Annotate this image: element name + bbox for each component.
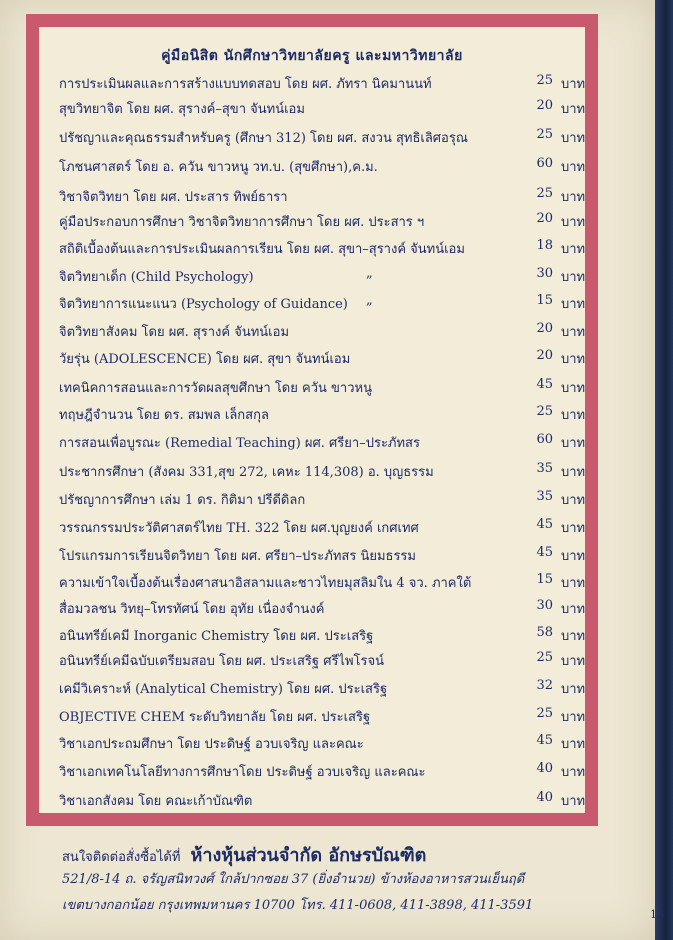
address-line-2: เขตบางกอกน้อย กรุงเทพมหานคร 10700 โทร. 411-0608, 411-3898, 411-3591 — [62, 898, 534, 913]
book-title: วิชาเอกประถมศึกษา โดย ประดิษฐ์ อวบเจริญ และคณะ — [59, 737, 364, 752]
price-unit: บาท — [561, 737, 586, 752]
book-price: 25 — [536, 706, 553, 721]
price-unit: บาท — [561, 576, 586, 591]
book-title: วิชาจิตวิทยา โดย ผศ. ประสาร ทิพย์ธารา — [59, 190, 288, 205]
price-unit: บาท — [561, 436, 586, 451]
page-number: 13 — [650, 908, 664, 921]
book-price: 32 — [536, 678, 553, 693]
price-unit: บาท — [561, 242, 586, 257]
book-list-item — [59, 678, 597, 698]
book-price: 25 — [536, 73, 553, 88]
book-title: วิชาเอกเทคโนโลยีทางการศึกษาโดย ประดิษฐ์ อวบเจริญ และคณะ — [59, 765, 426, 780]
book-title: ปรัชญาการศึกษา เล่ม 1 ดร. กิติมา ปรีดีดิลก — [59, 493, 306, 508]
book-price: 60 — [536, 432, 553, 447]
book-list-item — [59, 598, 597, 618]
book-title: สถิติเบื้องต้นและการประเมินผลการเรียน โดย ผศ. สุขา–สุรางค์ จันทน์เอม — [59, 242, 465, 257]
book-title: เทคนิคการสอนและการวัดผลสุขศึกษา โดย ควัน ขาวหนู — [59, 381, 372, 396]
book-price: 18 — [536, 238, 553, 253]
price-unit: บาท — [561, 602, 586, 617]
book-price: 15 — [536, 572, 553, 587]
book-list-item — [59, 489, 597, 509]
list-header: คู่มือนิสิต นักศึกษาวิทยาลัยครู และมหาวิทยาลัย — [161, 48, 463, 64]
price-unit: บาท — [561, 325, 586, 340]
price-unit: บาท — [561, 102, 586, 117]
book-list-item — [59, 293, 597, 313]
book-list-item — [59, 650, 597, 670]
book-list-item — [59, 377, 597, 397]
book-title: วัยรุ่น (ADOLESCENCE) โดย ผศ. สุขา จันทน์เอม — [59, 352, 351, 367]
book-price: 25 — [536, 186, 553, 201]
book-price: 45 — [536, 545, 553, 560]
book-list-item — [59, 348, 597, 368]
address-line-1: 521/8-14 ถ. จรัญสนิทวงศ์ ใกล้ปากซอย 37 (ยิ่งอำนวย) ข้างห้องอาหารสวนเย็นฤดี — [62, 872, 525, 887]
book-title: การประเมินผลและการสร้างแบบทดสอบ โดย ผศ. ภัทรา นิคมานนท์ — [59, 77, 432, 92]
ditto-mark: „ — [366, 266, 373, 281]
price-unit: บาท — [561, 765, 586, 780]
book-price: 35 — [536, 461, 553, 476]
book-title: สุขวิทยาจิต โดย ผศ. สุรางค์–สุขา จันทน์เอม — [59, 102, 305, 117]
price-unit: บาท — [561, 654, 586, 669]
book-title: OBJECTIVE CHEM ระดับวิทยาลัย โดย ผศ. ประเสริฐ — [59, 710, 371, 725]
company-name: ห้างหุ้นส่วนจำกัด อักษรบัณฑิต — [190, 845, 427, 866]
book-title: สื่อมวลชน วิทยุ–โทรทัศน์ โดย อุทัย เนื่องจำนงค์ — [59, 602, 325, 617]
price-unit: บาท — [561, 549, 586, 564]
price-unit: บาท — [561, 270, 586, 285]
book-list-item — [59, 517, 597, 537]
book-list-item — [59, 211, 597, 231]
book-list-item — [59, 127, 597, 147]
book-list-item — [59, 238, 597, 258]
book-title: วิชาเอกสังคม โดย คณะเก้าบัณฑิต — [59, 794, 253, 809]
price-unit: บาท — [561, 381, 586, 396]
book-title: การสอนเพื่อบูรณะ (Remedial Teaching) ผศ. ศรียา–ประภัทสร — [59, 436, 420, 451]
price-unit: บาท — [561, 215, 586, 230]
book-price: 40 — [536, 761, 553, 776]
book-title: คู่มือประกอบการศึกษา วิชาจิตวิทยาการศึกษา โดย ผศ. ประสาร ฯ — [59, 215, 425, 230]
book-price: 35 — [536, 489, 553, 504]
book-price: 40 — [536, 790, 553, 805]
book-list-item — [59, 461, 597, 481]
book-price: 45 — [536, 733, 553, 748]
book-price: 25 — [536, 404, 553, 419]
book-price: 20 — [536, 321, 553, 336]
book-price: 60 — [536, 156, 553, 171]
book-list-item — [59, 545, 597, 565]
book-price: 20 — [536, 348, 553, 363]
price-unit: บาท — [561, 190, 586, 205]
price-unit: บาท — [561, 465, 586, 480]
ditto-mark: „ — [366, 293, 373, 308]
price-unit: บาท — [561, 794, 586, 809]
book-price: 45 — [536, 517, 553, 532]
book-list-item — [59, 266, 597, 286]
price-unit: บาท — [561, 408, 586, 423]
book-list-frame — [26, 14, 598, 826]
book-price: 25 — [536, 650, 553, 665]
book-title: โภชนศาสตร์ โดย อ. ควัน ขาวหนู วท.บ. (สุขศึกษา),ค.ม. — [59, 160, 378, 175]
book-price: 30 — [536, 598, 553, 613]
price-unit: บาท — [561, 160, 586, 175]
book-price: 20 — [536, 98, 553, 113]
book-list-item — [59, 73, 597, 93]
book-title: จิตวิทยาเด็ก (Child Psychology) — [59, 270, 254, 285]
book-list-item — [59, 733, 597, 753]
book-title: ความเข้าใจเบื้องต้นเรื่องศาสนาอิสลามและชาวไทยมุสลิมใน 4 จว. ภาคใต้ — [59, 576, 472, 591]
book-price: 30 — [536, 266, 553, 281]
book-title: ทฤษฎีจำนวน โดย ดร. สมพล เล็กสกุล — [59, 408, 269, 423]
book-price: 20 — [536, 211, 553, 226]
book-title: อนินทรีย์เคมี Inorganic Chemistry โดย ผศ. ประเสริฐ — [59, 629, 374, 644]
book-list-item — [59, 706, 597, 726]
book-title: ประชากรศึกษา (สังคม 331,สุข 272, เคหะ 114,308) อ. บุญธรรม — [59, 465, 434, 480]
book-list-item — [59, 432, 597, 452]
book-title: อนินทรีย์เคมีฉบับเตรียมสอบ โดย ผศ. ประเสริฐ ศรีไพโรจน์ — [59, 654, 384, 669]
book-list-item — [59, 572, 597, 592]
price-unit: บาท — [561, 77, 586, 92]
book-price: 25 — [536, 127, 553, 142]
price-unit: บาท — [561, 682, 586, 697]
book-list-item — [59, 761, 597, 781]
contact-prefix: สนใจติดต่อสั่งซื้อได้ที่ — [62, 850, 181, 865]
price-unit: บาท — [561, 297, 586, 312]
book-list-item — [59, 790, 597, 810]
book-list-item — [59, 156, 597, 176]
book-title: เคมีวิเคราะห์ (Analytical Chemistry) โดย ผศ. ประเสริฐ — [59, 682, 388, 697]
price-unit: บาท — [561, 131, 586, 146]
book-title: โปรแกรมการเรียนจิตวิทยา โดย ผศ. ศรียา–ประภัทสร นิยมธรรม — [59, 549, 416, 564]
book-title: ปรัชญาและคุณธรรมสำหรับครู (ศึกษา 312) โดย ผศ. สงวน สุทธิเลิศอรุณ — [59, 131, 468, 146]
book-list-item — [59, 98, 597, 118]
book-title: จิตวิทยาสังคม โดย ผศ. สุรางค์ จันทน์เอม — [59, 325, 290, 340]
book-price: 45 — [536, 377, 553, 392]
book-list-item — [59, 625, 597, 645]
book-list-item — [59, 186, 597, 206]
price-unit: บาท — [561, 521, 586, 536]
price-unit: บาท — [561, 352, 586, 367]
price-unit: บาท — [561, 629, 586, 644]
book-title: จิตวิทยาการแนะแนว (Psychology of Guidance) — [59, 297, 348, 312]
contact-line — [62, 840, 673, 869]
book-list-item — [59, 404, 597, 424]
book-title: วรรณกรรมประวัติศาสตร์ไทย TH. 322 โดย ผศ.บุญยงค์ เกศเทศ — [59, 521, 419, 536]
book-spine-edge — [655, 0, 673, 940]
book-list-item — [59, 321, 597, 341]
price-unit: บาท — [561, 710, 586, 725]
price-unit: บาท — [561, 493, 586, 508]
book-price: 58 — [536, 625, 553, 640]
book-price: 15 — [536, 293, 553, 308]
